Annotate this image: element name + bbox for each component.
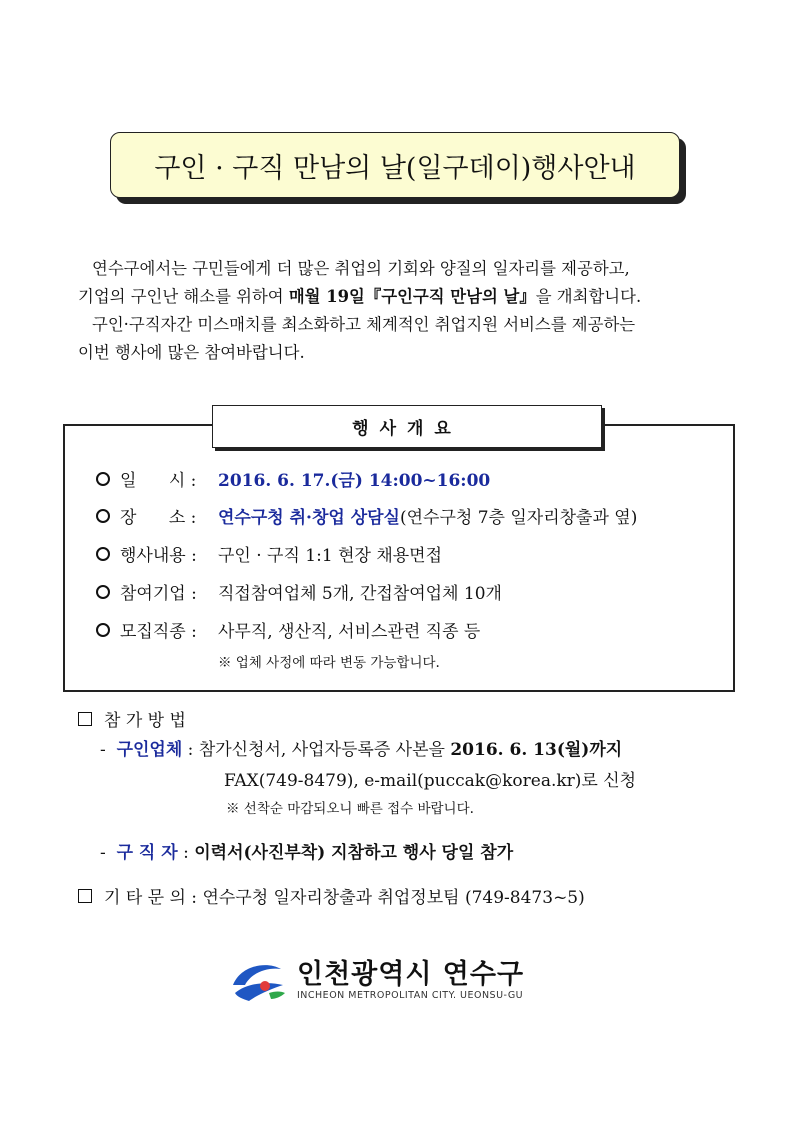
- square-bullet-icon: [78, 889, 92, 903]
- circle-bullet-icon: [96, 547, 110, 561]
- contact-text: 연수구청 일자리창출과 취업정보팀 (749-8473~5): [202, 888, 585, 908]
- circle-bullet-icon: [96, 623, 110, 637]
- intro-line: 구인·구직자간 미스매치를 최소화하고 체계적인 취업지원 서비스를 제공하는: [92, 315, 636, 334]
- intro-text-segment: 기업의 구인난 해소를 위하여: [78, 287, 289, 306]
- outline-row-date: [96, 466, 490, 491]
- employer-label: 구인업체: [116, 740, 183, 760]
- apply-heading: [78, 706, 186, 731]
- event-outline-heading: 행사개요: [212, 405, 602, 448]
- page-title: 구인 · 구직 만남의 날(일구데이)행사안내: [154, 152, 636, 184]
- employer-deadline: 2016. 6. 13(월)까지: [450, 740, 623, 760]
- square-bullet-icon: [78, 712, 92, 726]
- seeker-text: 이력서(사진부착) 지참하고 행사 당일 참가: [194, 843, 514, 863]
- outline-label: 행사내용 :: [120, 546, 197, 566]
- logo-korean-text: 인천광역시 연수구: [297, 958, 525, 990]
- outline-value: 연수구청 취·창업 상담실: [218, 508, 400, 528]
- outline-row-content: [96, 541, 442, 566]
- outline-extra: 구인 · 구직 1:1 현장 채용면접: [218, 546, 443, 566]
- yeonsu-gu-emblem-icon: [227, 955, 289, 1005]
- intro-line: [78, 283, 728, 311]
- circle-bullet-icon: [96, 585, 110, 599]
- employer-note: ※ 선착순 마감되오니 빠른 접수 바랍니다.: [226, 801, 474, 817]
- outline-row-companies: [96, 579, 502, 604]
- dash-bullet: -: [100, 740, 117, 760]
- intro-highlight: 매월 19일『구인구직 만남의 날』: [288, 287, 536, 306]
- yeonsu-gu-logo: [227, 955, 549, 1005]
- outline-value: 2016. 6. 17.(금) 14:00~16:00: [218, 471, 491, 491]
- employer-text: 참가신청서, 사업자등록증 사본을: [198, 740, 451, 760]
- outline-row-jobs: [96, 617, 480, 642]
- circle-bullet-icon: [96, 472, 110, 486]
- outline-label: 참여기업 :: [120, 584, 197, 604]
- colon: :: [177, 843, 195, 863]
- contact-line: [78, 883, 585, 908]
- outline-extra: (연수구청 7층 일자리창출과 옆): [399, 508, 638, 528]
- logo-english-text: INCHEON METROPOLITAN CITY. UEONSU-GU: [297, 989, 524, 1001]
- employer-contact-line: FAX(749-8479), e-mail(puccak@korea.kr)로 신청: [224, 771, 637, 791]
- intro-line: 이번 행사에 많은 참여바랍니다.: [78, 343, 305, 362]
- intro-text: [78, 255, 728, 367]
- outline-label: 모집직종 :: [120, 622, 197, 642]
- outline-label: 일 시 :: [120, 471, 197, 491]
- outline-note: ※ 업체 사정에 따라 변동 가능합니다.: [218, 655, 440, 671]
- circle-bullet-icon: [96, 509, 110, 523]
- outline-extra: 직접참여업체 5개, 간접참여업체 10개: [218, 584, 502, 604]
- colon: :: [182, 740, 199, 760]
- title-box: [110, 132, 680, 198]
- intro-text-segment: 을 개최합니다.: [535, 287, 642, 306]
- employer-line: [100, 735, 622, 760]
- outline-row-place: [96, 503, 637, 528]
- outline-label: 장 소 :: [120, 508, 197, 528]
- seeker-label: 구 직 자: [116, 843, 178, 863]
- apply-heading-text: 참 가 방 법: [104, 711, 186, 731]
- seeker-line: [100, 838, 513, 863]
- dash-bullet: -: [100, 843, 117, 863]
- outline-extra: 사무직, 생산직, 서비스관련 직종 등: [218, 622, 481, 642]
- intro-line: 연수구에서는 구민들에게 더 많은 취업의 기회와 양질의 일자리를 제공하고,: [92, 259, 630, 278]
- contact-heading: 기 타 문 의 :: [104, 888, 198, 908]
